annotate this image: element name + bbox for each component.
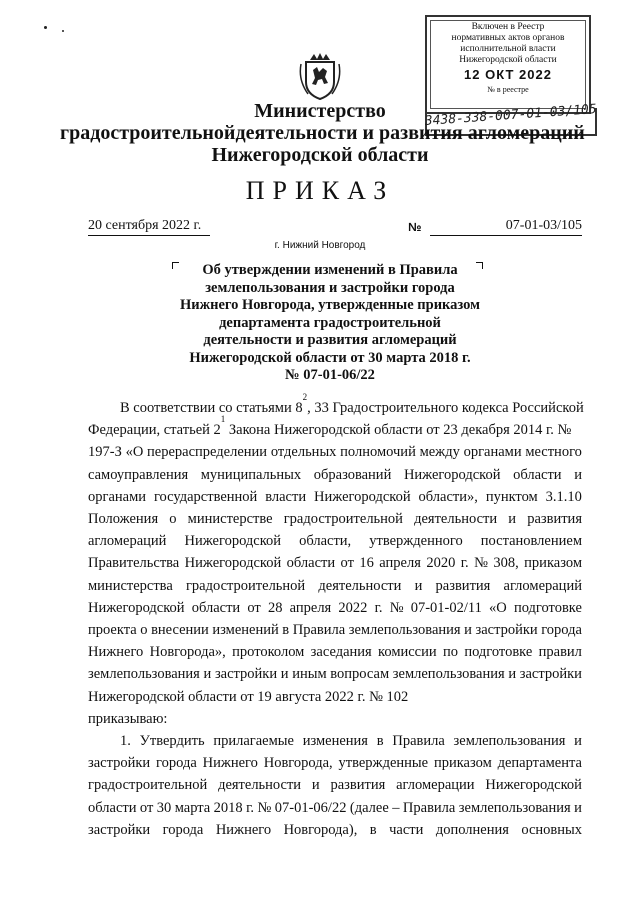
body-line: [88, 641, 582, 663]
document-number: 07-01-03/105: [430, 218, 582, 236]
word: вопросам: [330, 666, 390, 683]
word: Нижегородской: [403, 466, 501, 483]
word: приказом: [524, 555, 582, 572]
word: муниципальных: [200, 466, 302, 483]
item-line: [88, 819, 582, 841]
body-line: [88, 597, 582, 619]
word: Правительства: [88, 555, 180, 572]
word: Положения: [88, 511, 159, 528]
word: в: [369, 821, 377, 838]
word: области: [88, 799, 137, 816]
word: 1.: [120, 733, 131, 750]
word: области: [191, 599, 241, 616]
document-date: 20 сентября 2022 г.: [88, 218, 210, 236]
subject-line: департамента градостроительной: [219, 314, 441, 331]
word: о: [169, 511, 177, 528]
word: и: [280, 666, 289, 683]
word: подготовке: [513, 599, 582, 616]
word: развития: [330, 777, 386, 794]
word: апреля: [379, 555, 421, 572]
word: деятельности: [414, 511, 498, 528]
word: градостроительной: [185, 577, 306, 594]
ministry-name-line3: Нижегородской области: [211, 144, 429, 166]
word: полномочий: [340, 444, 416, 461]
word: №: [389, 599, 404, 616]
subject-line: деятельности и развития агломераций: [203, 332, 457, 348]
word: г.: [246, 799, 255, 816]
word: утвержденные: [338, 755, 429, 772]
word: государственной: [153, 488, 258, 505]
word: (далее: [349, 799, 389, 816]
word: землепользования: [453, 733, 566, 750]
item-line: [88, 797, 582, 819]
word: землепользования: [458, 799, 571, 816]
word: заседания: [310, 644, 372, 661]
word: 197-З: [88, 444, 122, 461]
word: №: [474, 555, 488, 572]
word: Нижнего: [202, 755, 258, 772]
body-line: Федерации, статьей 2 1 Закона Нижегородской области от 23 декабря 2014 г. №: [88, 414, 572, 439]
word: самоуправления: [88, 466, 189, 483]
subject-line: № 07-01-06/22: [285, 367, 375, 383]
word: «О: [125, 444, 144, 461]
word: 2020: [426, 555, 456, 572]
word: между: [419, 444, 460, 461]
word: власти: [265, 488, 307, 505]
word: Нижегородской: [314, 488, 411, 505]
word: землепользования: [348, 622, 461, 639]
word: и: [203, 666, 212, 683]
word: внесении: [151, 622, 209, 639]
word: Нижнего: [215, 821, 272, 838]
word: Правила: [392, 733, 445, 750]
word: пунктом: [485, 488, 538, 505]
document-subject: [160, 262, 500, 385]
word: землепользования: [88, 666, 200, 683]
scan-speck: [44, 26, 47, 29]
body-line: [88, 508, 582, 530]
word: 16: [359, 555, 374, 572]
word: изменения: [302, 733, 368, 750]
word: прилагаемые: [213, 733, 294, 750]
word: министерстве: [187, 511, 273, 528]
word: Нижегородской: [88, 599, 185, 616]
word: деятельности: [218, 777, 302, 794]
ministry-name-line1: Министерство: [254, 100, 386, 122]
body-line: Нижегородской области от 19 августа 2022 г. № 102: [88, 688, 409, 705]
word: в: [282, 622, 290, 639]
word: правил: [538, 644, 582, 661]
word: подготовке: [464, 644, 533, 661]
word: от: [139, 799, 154, 816]
word: 28: [267, 599, 283, 616]
word: развития: [527, 511, 582, 528]
word: приказом: [433, 755, 492, 772]
word: перераспределении: [147, 444, 268, 461]
word: «О: [489, 599, 507, 616]
stamp-line: Нижегородской области: [459, 55, 557, 65]
word: 30: [156, 799, 172, 816]
stamp-line: исполнительной власти: [460, 44, 556, 54]
word: дополнения: [435, 821, 509, 838]
word: застройки: [519, 666, 582, 683]
word: местного: [525, 444, 582, 461]
word: министерства: [88, 577, 173, 594]
coat-of-arms-icon: [298, 50, 342, 102]
word: основных: [521, 821, 582, 838]
word: отдельных: [270, 444, 337, 461]
word: и: [574, 466, 582, 483]
word: города: [156, 755, 197, 772]
word: 07-01-06/22: [274, 799, 347, 816]
word: города: [162, 821, 204, 838]
word: органами: [463, 444, 522, 461]
word: в: [376, 733, 384, 750]
word: области»,: [418, 488, 478, 505]
body-line: [88, 619, 582, 641]
word: 308,: [493, 555, 519, 572]
body-line: [88, 486, 582, 508]
word: и: [508, 511, 517, 528]
body-line: [88, 575, 582, 597]
item-line: [88, 774, 582, 796]
word: Новгорода),: [283, 821, 358, 838]
subject-line: Нижегородской области от 30 марта 2018 г.: [189, 349, 471, 366]
word: Утвердить: [139, 733, 205, 750]
order-word: приказываю:: [88, 710, 168, 727]
word: застройки: [475, 622, 538, 639]
word: постановлением: [480, 533, 582, 550]
subject-line: землепользования и застройки города: [205, 279, 455, 296]
word: Нижнего: [88, 644, 144, 661]
word: о: [140, 622, 148, 639]
word: агломераций: [88, 533, 167, 550]
stamp-registry-label: № в реестре: [487, 85, 529, 94]
word: и: [464, 622, 472, 639]
subject-line: Нижнего Новгорода, утвержденные приказом: [179, 297, 481, 313]
word: застройки: [88, 755, 151, 772]
word: землепользования: [392, 666, 505, 683]
body-line: [88, 441, 582, 463]
body-line: [88, 464, 582, 486]
word: Нижегородской: [184, 555, 282, 572]
word: градостроительной: [283, 511, 403, 528]
item-line: [88, 730, 582, 752]
word: деятельности: [318, 577, 402, 594]
word: агломерации: [396, 777, 475, 794]
word: 2018: [213, 799, 243, 816]
word: марта: [174, 799, 211, 816]
word: г.: [460, 555, 469, 572]
word: Правила: [292, 622, 346, 639]
body-line: [88, 530, 582, 552]
word: области,: [299, 533, 352, 550]
word: развития: [435, 577, 491, 594]
word: органами: [88, 488, 147, 505]
word: Нижегородской: [184, 533, 282, 550]
word: 07-01-02/11: [410, 599, 482, 616]
word: апреля: [289, 599, 332, 616]
word: и: [508, 666, 517, 683]
body-line: [88, 663, 582, 685]
word: города: [541, 622, 582, 639]
word: №: [257, 799, 272, 816]
scan-speck: [62, 30, 64, 32]
word: и: [574, 799, 582, 816]
word: области: [286, 555, 336, 572]
stamp-registry-number: 3438-338-007-01-03/105: [424, 102, 598, 129]
document-city: г. Нижний Новгород: [274, 240, 366, 251]
stamp-date: 12 ОКТ 2022: [464, 67, 552, 82]
word: и: [311, 777, 320, 794]
word: Новгорода,: [263, 755, 333, 772]
word: агломераций: [503, 577, 582, 594]
document-type: ПРИКАЗ: [245, 176, 395, 205]
word: части: [389, 821, 424, 838]
word: застройки: [88, 821, 151, 838]
word: застройки: [214, 666, 278, 683]
word: департамента: [497, 755, 582, 772]
word: комиссии: [378, 644, 437, 661]
word: утвержденного: [369, 533, 463, 550]
word: Новгорода»,: [149, 644, 226, 661]
number-sign: №: [408, 220, 422, 234]
ministry-name-line2: градостроительнойдеятельности и развития агломераций: [60, 122, 585, 144]
word: протоколом: [232, 644, 305, 661]
word: области: [513, 466, 562, 483]
word: по: [442, 644, 458, 661]
word: г.: [374, 599, 383, 616]
word: Нижегородской: [485, 777, 582, 794]
body-line: В соответствии со статьями 8 2 , 33 Градостроительного кодекса Российской: [120, 392, 584, 416]
word: и: [574, 733, 582, 750]
word: и: [414, 577, 423, 594]
word: –: [392, 799, 400, 816]
word: 2022: [338, 599, 368, 616]
word: Правила: [402, 799, 456, 816]
subject-line: Об утверждении изменений в Правила: [202, 262, 458, 278]
word: образований: [313, 466, 392, 483]
word: от: [247, 599, 261, 616]
word: от: [340, 555, 354, 572]
body-line: [88, 552, 582, 574]
stamp-line: Включен в Реестр: [471, 22, 545, 32]
item-line: [88, 752, 582, 774]
word: проекта: [88, 622, 137, 639]
word: изменений: [212, 622, 279, 639]
word: иным: [292, 666, 327, 683]
stamp-line: нормативных актов органов: [451, 33, 565, 43]
word: градостроительной: [88, 777, 208, 794]
document-body: [88, 392, 584, 841]
word: 3.1.10: [545, 488, 582, 505]
